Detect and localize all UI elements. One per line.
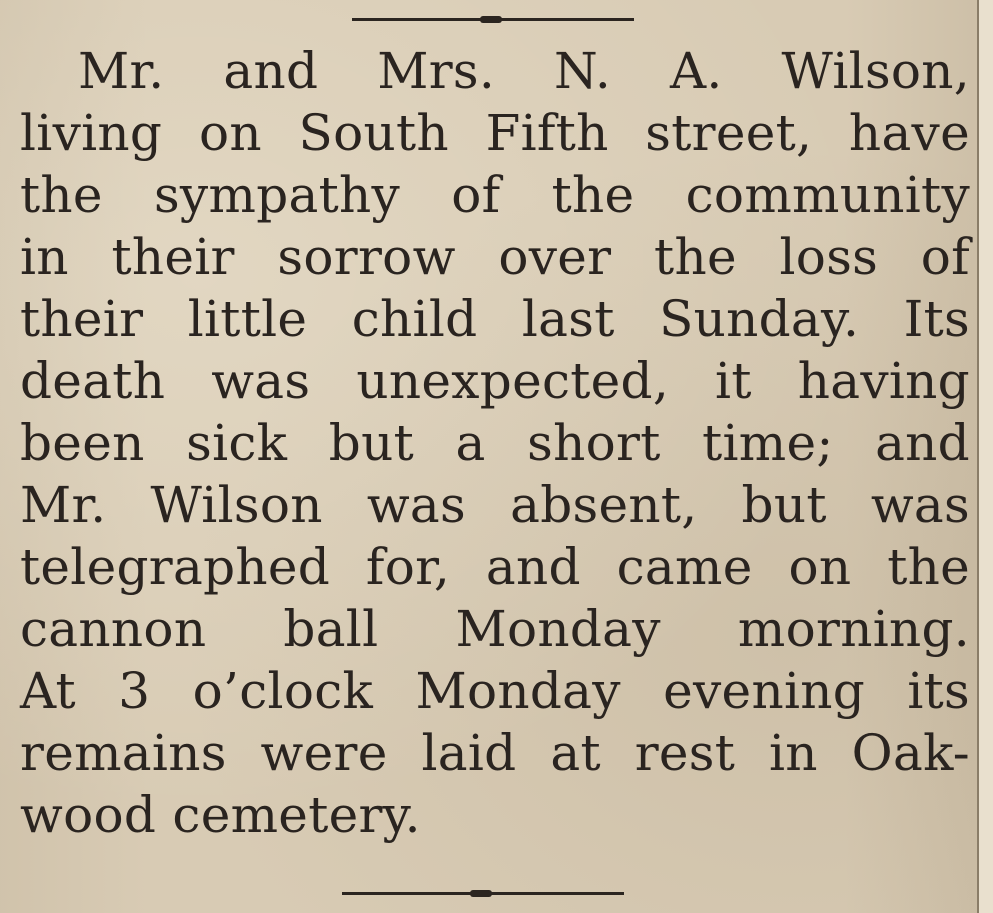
article-line: their little child last Sunday. Its [20,290,970,348]
article-line: At 3 o’clock Monday evening its [20,662,970,720]
article-line: remains were laid at rest in Oak- [20,724,970,782]
top-ornamental-rule [352,18,634,21]
article-line: telegraphed for, and came on the [20,538,970,596]
article-line: Mr. and Mrs. N. A. Wilson, [78,42,970,100]
page-edge [977,0,993,913]
article-line: cannon ball Monday morning. [20,600,970,658]
article-line: death was unexpected, it having [20,352,970,410]
article-line: in their sorrow over the loss of [20,228,970,286]
article-line: Mr. Wilson was absent, but was [20,476,970,534]
bottom-ornamental-rule [342,892,624,895]
rule-ornament [470,890,492,897]
article-line: the sympathy of the community [20,166,970,224]
article-line: living on South Fifth street, have [20,104,970,162]
article-paragraph [20,40,970,846]
rule-ornament [480,16,502,23]
article-line: been sick but a short time; and [20,414,970,472]
article-line: wood cemetery. [20,786,421,844]
